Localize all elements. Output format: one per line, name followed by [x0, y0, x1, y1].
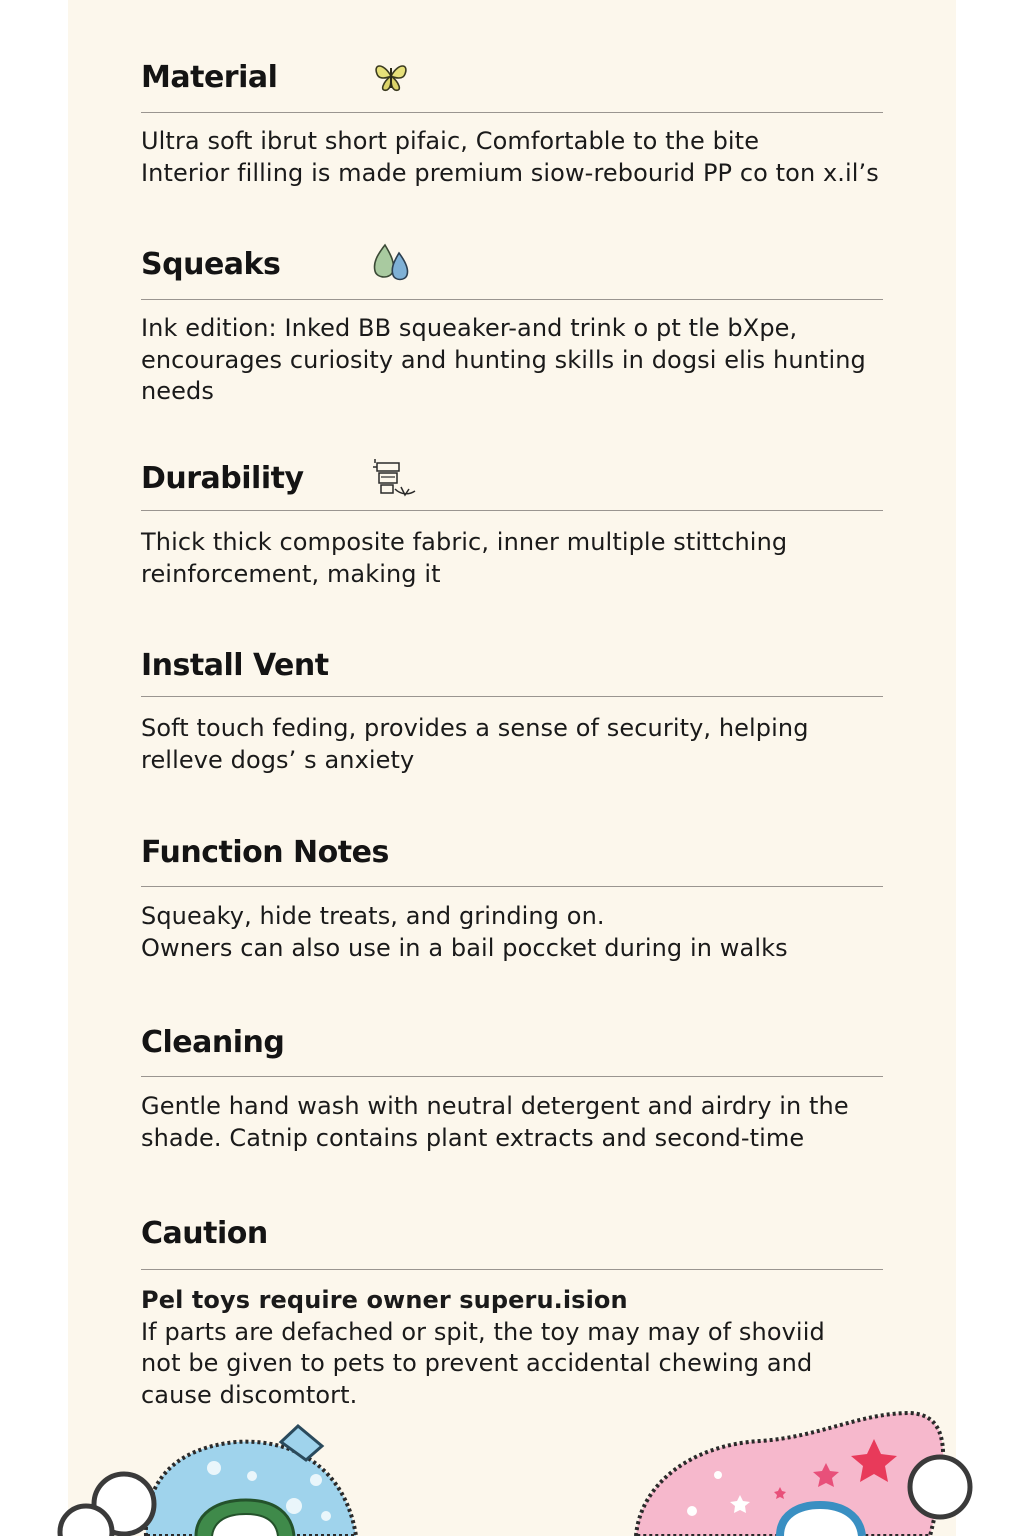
body-line: If parts are defached or spit, the toy may may of shoviid	[141, 1317, 825, 1346]
section-heading: Cleaning	[141, 1025, 285, 1060]
divider	[141, 299, 883, 300]
section-heading: Squeaks	[141, 247, 281, 282]
butterfly-icon	[369, 54, 413, 98]
divider	[141, 112, 883, 113]
body-line: encourages curiosity and hunting skills in dogsi elis hunting	[141, 345, 866, 374]
section-body	[141, 713, 883, 776]
section-heading: Caution	[141, 1216, 268, 1251]
body-line: reinforcement, making it	[141, 559, 441, 588]
divider	[141, 886, 883, 887]
body-line: cause discomtort.	[141, 1380, 358, 1409]
body-line: not be given to pets to prevent accidental chewing and	[141, 1349, 813, 1377]
blue-plush-toy-illustration	[56, 1420, 376, 1536]
section-body	[141, 1091, 883, 1154]
body-line: relleve dogs’ s anxiety	[141, 745, 415, 774]
body-line: Ultra soft ibrut short pifaic, Comfortable to the bite	[141, 127, 760, 155]
section-body	[141, 126, 883, 189]
divider	[141, 1076, 883, 1077]
section-body	[141, 901, 883, 964]
body-line: Ink edition: Inked BB squeaker-and trink o pt tle bXpe,	[141, 314, 798, 342]
body-line: Interior filling is made premium siow-rebourid PP co ton x.il’s	[141, 158, 879, 187]
section-heading: Install Vent	[141, 648, 329, 683]
divider	[141, 510, 883, 511]
leaf-drop-icon	[369, 241, 413, 285]
section-heading: Material	[141, 60, 278, 95]
section-body	[141, 1285, 883, 1411]
pink-plush-toy-illustration	[630, 1405, 1024, 1536]
section-body	[141, 313, 883, 408]
body-line: needs	[141, 377, 214, 405]
divider	[141, 1269, 883, 1270]
body-line: Gentle hand wash with neutral detergent and airdry in the	[141, 1092, 849, 1120]
body-line: Owners can also use in a bail poccket during in walks	[141, 933, 788, 962]
body-line: Squeaky, hide treats, and grinding on.	[141, 902, 605, 930]
body-line: Soft touch feding, provides a sense of security, helping	[141, 714, 809, 742]
section-body	[141, 527, 883, 590]
section-heading: Function Notes	[141, 835, 389, 870]
sketch-doodle-icon	[369, 455, 413, 499]
body-line: Thick thick composite fabric, inner multiple stittching	[141, 528, 788, 556]
divider	[141, 696, 883, 697]
caution-lead: Pel toys require owner superu.ision	[141, 1286, 628, 1314]
body-line: shade. Catnip contains plant extracts and second-time	[141, 1123, 805, 1152]
section-heading: Durability	[141, 461, 304, 496]
